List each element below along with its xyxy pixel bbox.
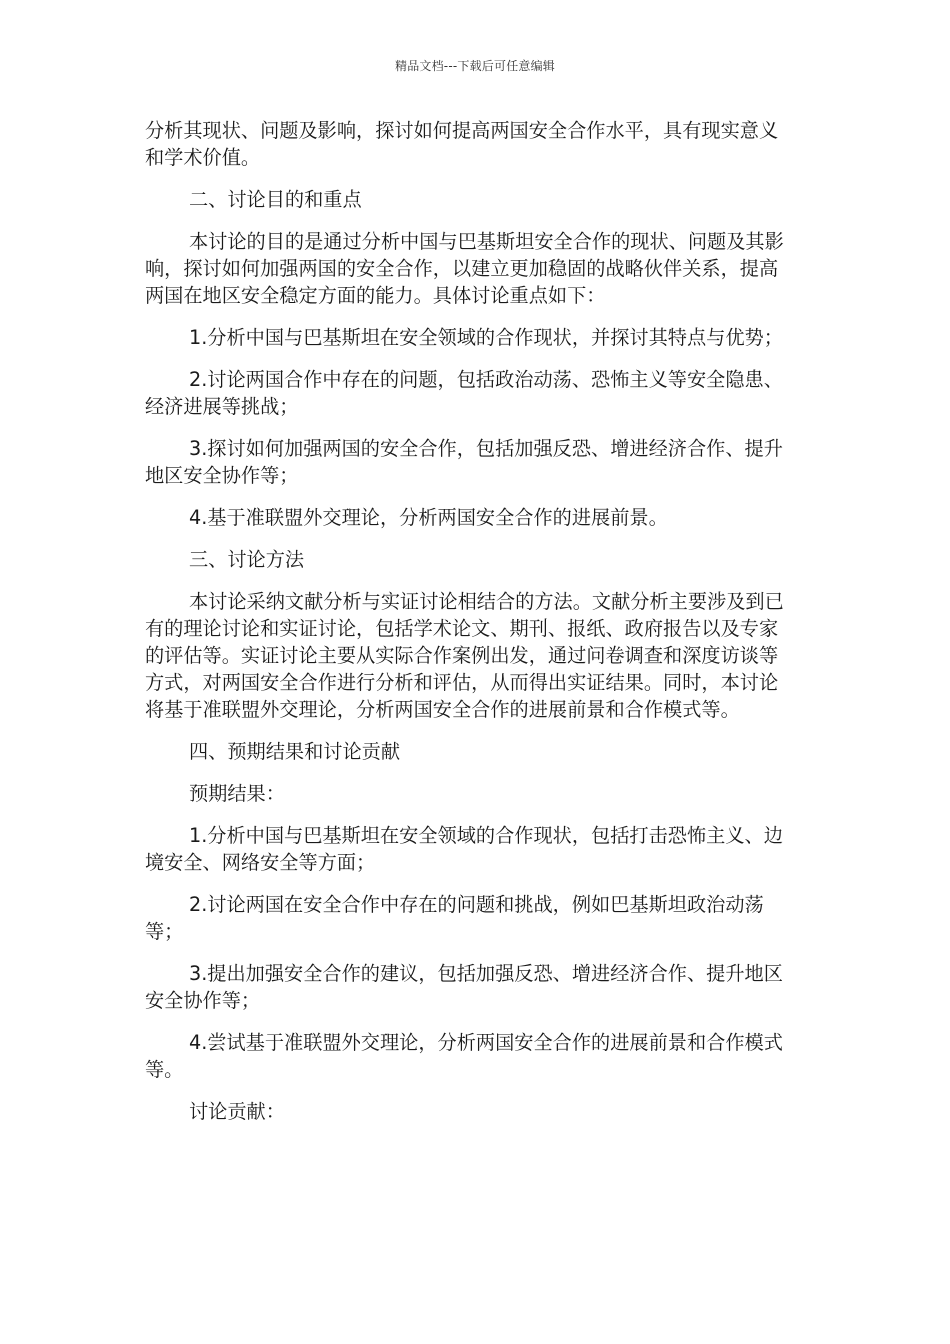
subheading-contribution: 讨论贡献： (189, 1100, 285, 1123)
paragraph-purpose: 本讨论的目的是通过分析中国与巴基斯坦安全合作的现状、问题及其影响，探讨如何加强两国的安全合作，以建立更加稳固的战略伙伴关系，提高两国在地区安全稳定方面的能力。具体讨论重点如下： (145, 230, 784, 307)
list-item: 4.尝试基于准联盟外交理论，分析两国安全合作的进展前景和合作模式等。 (145, 1031, 783, 1081)
document-body (145, 117, 795, 1140)
subheading-expected-results: 预期结果： (189, 782, 285, 805)
list-item: 3.提出加强安全合作的建议，包括加强反恐、增进经济合作、提升地区安全协作等； (145, 962, 783, 1012)
list-item: 2.讨论两国合作中存在的问题，包括政治动荡、恐怖主义等安全隐患、经济进展等挑战； (145, 368, 783, 418)
page-header: 精品文档---下载后可任意编辑 (395, 59, 555, 73)
paragraph-continuation: 分析其现状、问题及影响，探讨如何提高两国安全合作水平，具有现实意义和学术价值。 (145, 119, 779, 169)
section-heading-4: 四、预期结果和讨论贡献 (189, 740, 401, 763)
paragraph-method: 本讨论采纳文献分析与实证讨论相结合的方法。文献分析主要涉及到已有的理论讨论和实证讨论，包括学术论文、期刊、报纸、政府报告以及专家的评估等。实证讨论主要从实际合作案例出发，通过问卷调查和深度访谈等方式，对两国安全合作进行分析和评估，从而得出实证结果。同时，本讨论将基于准联盟外交理论，分析两国安全合作的进展前景和合作模式等。 (145, 590, 784, 721)
list-item: 1.分析中国与巴基斯坦在安全领域的合作现状，包括打击恐怖主义、边境安全、网络安全等方面； (145, 824, 783, 874)
list-item: 2.讨论两国在安全合作中存在的问题和挑战，例如巴基斯坦政治动荡等； (145, 893, 764, 943)
list-item: 1.分析中国与巴基斯坦在安全领域的合作现状，并探讨其特点与优势； (189, 326, 783, 349)
list-item: 3.探讨如何加强两国的安全合作，包括加强反恐、增进经济合作、提升地区安全协作等； (145, 437, 783, 487)
section-heading-3: 三、讨论方法 (189, 548, 305, 571)
section-heading-2: 二、讨论目的和重点 (189, 188, 362, 211)
list-item: 4.基于准联盟外交理论，分析两国安全合作的进展前景。 (189, 506, 668, 529)
